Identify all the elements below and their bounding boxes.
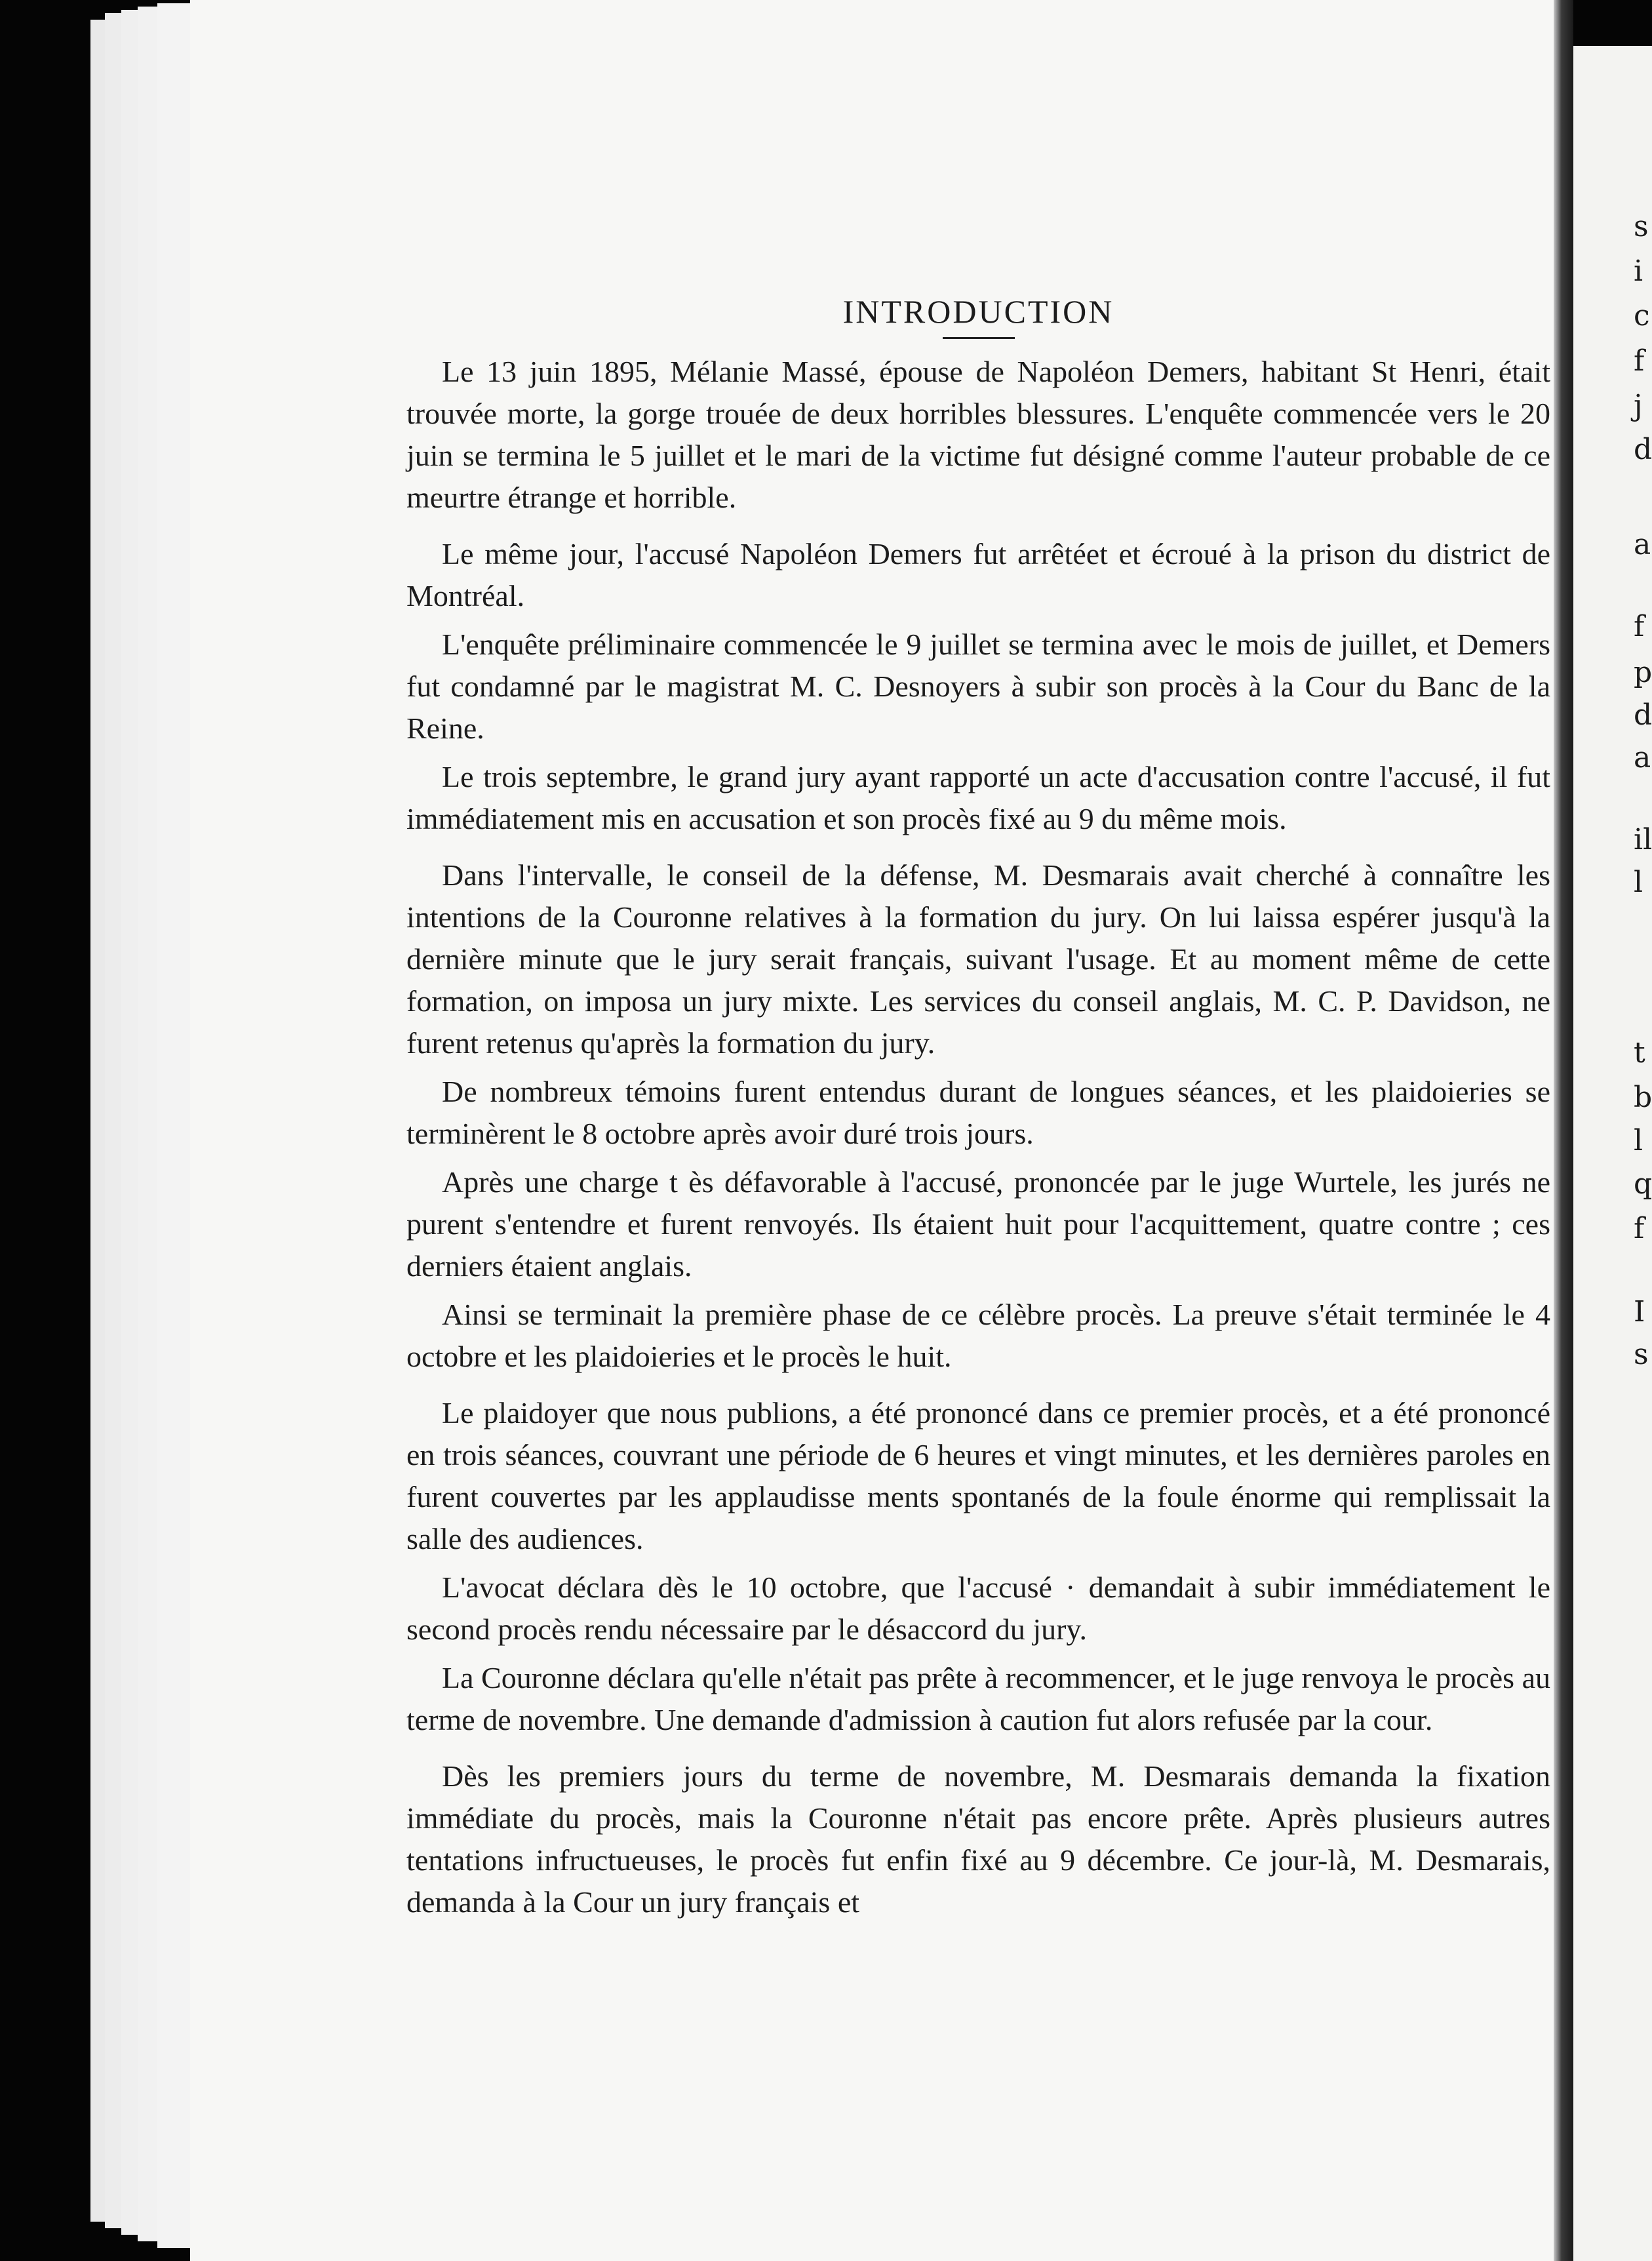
- paragraph: L'enquête préliminaire commencée le 9 juillet se termina avec le mois de juillet, et Demers fut condamné par le magistrat M. C. Desnoyers à subir son procès à la Cour du Banc de la Reine.: [406, 628, 1550, 745]
- facing-page-fragment: i: [1634, 254, 1643, 288]
- facing-page-fragment: a: [1634, 528, 1651, 561]
- paragraph: Le trois septembre, le grand jury ayant rapporté un acte d'accusation contre l'accusé, il fut immédiatement mis en accusation et son procès fixé au 9 du même mois.: [406, 760, 1550, 835]
- facing-page-fragment: f: [1634, 344, 1645, 378]
- facing-page-fragment: d: [1634, 433, 1652, 466]
- facing-page-fragment: d: [1634, 698, 1652, 732]
- paragraph: Ainsi se terminait la première phase de ce célèbre procès. La preuve s'était terminée le 4 octobre et les plaidoieries et le procès le huit.: [406, 1298, 1550, 1373]
- facing-page-fragment: c: [1634, 299, 1650, 332]
- paragraph: Le plaidoyer que nous publions, a été prononcé dans ce premier procès, et a été prononcé en trois séances, couvrant une période de 6 heures et vingt minutes, et les dernières paroles en furent couvertes par les applaudisse ments spontanés de la foule énorme qui remplissait la salle des audiences.: [406, 1396, 1550, 1555]
- paragraph: Le même jour, l'accusé Napoléon Demers fut arrêtéet et écroué à la prison du district de Montréal.: [406, 537, 1550, 612]
- facing-page-fragment: l: [1634, 866, 1643, 899]
- paragraph: Le 13 juin 1895, Mélanie Massé, épouse de Napoléon Demers, habitant St Henri, était trouvée morte, la gorge trouée de deux horribles blessures. L'enquête commencée vers le 20 juin se termina le 5 juillet et le mari de la victime fut désigné comme l'auteur probable de ce meurtre étrange et horrible.: [406, 355, 1550, 514]
- facing-page-fragment: a: [1634, 741, 1651, 774]
- facing-page-strip: [1573, 46, 1652, 2261]
- paragraph: L'avocat déclara dès le 10 octobre, que l'accusé · demandait à subir immédiatement le second procès rendu nécessaire par le désaccord du jury.: [406, 1571, 1550, 1646]
- facing-page-fragment: s: [1634, 210, 1649, 243]
- facing-page-fragment: b: [1634, 1081, 1652, 1114]
- paragraph: Dans l'intervalle, le conseil de la défense, M. Desmarais avait cherché à connaître les intentions de la Couronne relatives à la formation du jury. On lui laissa espérer jusqu'à la dernière minute que le jury serait français, suivant l'usage. Et au moment même de cette formation, on imposa un jury mixte. Les services du conseil anglais, M. C. P. Davidson, ne furent retenus qu'après la formation du jury.: [406, 858, 1550, 1060]
- facing-page-fragment: p: [1634, 656, 1652, 689]
- title-divider: [943, 337, 1015, 339]
- paragraph: Dès les premiers jours du terme de novembre, M. Desmarais demanda la fixation immédiate du procès, mais la Couronne n'était pas encore prête. Après plusieurs autres tentations infructueuses, le procès fut enfin fixé au 9 décembre. Ce jour-là, M. Desmarais, demanda à la Cour un jury français et: [406, 1759, 1550, 1919]
- paragraph: La Couronne déclara qu'elle n'était pas prête à recommencer, et le juge renvoya le procès au terme de novembre. Une demande d'admission à caution fut alors refusée par la cour.: [406, 1661, 1550, 1736]
- facing-page-fragment: f: [1634, 1212, 1645, 1245]
- paragraph: Après une charge t ès défavorable à l'accusé, prononcée par le juge Wurtele, les jurés ne purent s'entendre et furent renvoyés. Ils étaient huit pour l'acquittement, quatre contre ; ces derniers étaient anglais.: [406, 1165, 1550, 1283]
- facing-page-fragment: t: [1634, 1036, 1645, 1070]
- book-gutter: [1554, 0, 1573, 2261]
- page-title: INTRODUCTION: [842, 293, 1114, 330]
- facing-page-fragment: f: [1634, 610, 1645, 643]
- facing-page-fragment: q: [1634, 1167, 1652, 1201]
- facing-page-fragment: s: [1634, 1338, 1649, 1371]
- facing-page-fragment: I: [1634, 1295, 1645, 1329]
- facing-page-fragment: il: [1634, 823, 1652, 856]
- page-text: [406, 262, 1550, 1930]
- facing-page-fragment: l: [1634, 1124, 1643, 1157]
- paragraph: De nombreux témoins furent entendus durant de longues séances, et les plaidoieries se terminèrent le 8 octobre après avoir duré trois jours.: [406, 1075, 1550, 1150]
- facing-page-fragment: j: [1634, 389, 1643, 422]
